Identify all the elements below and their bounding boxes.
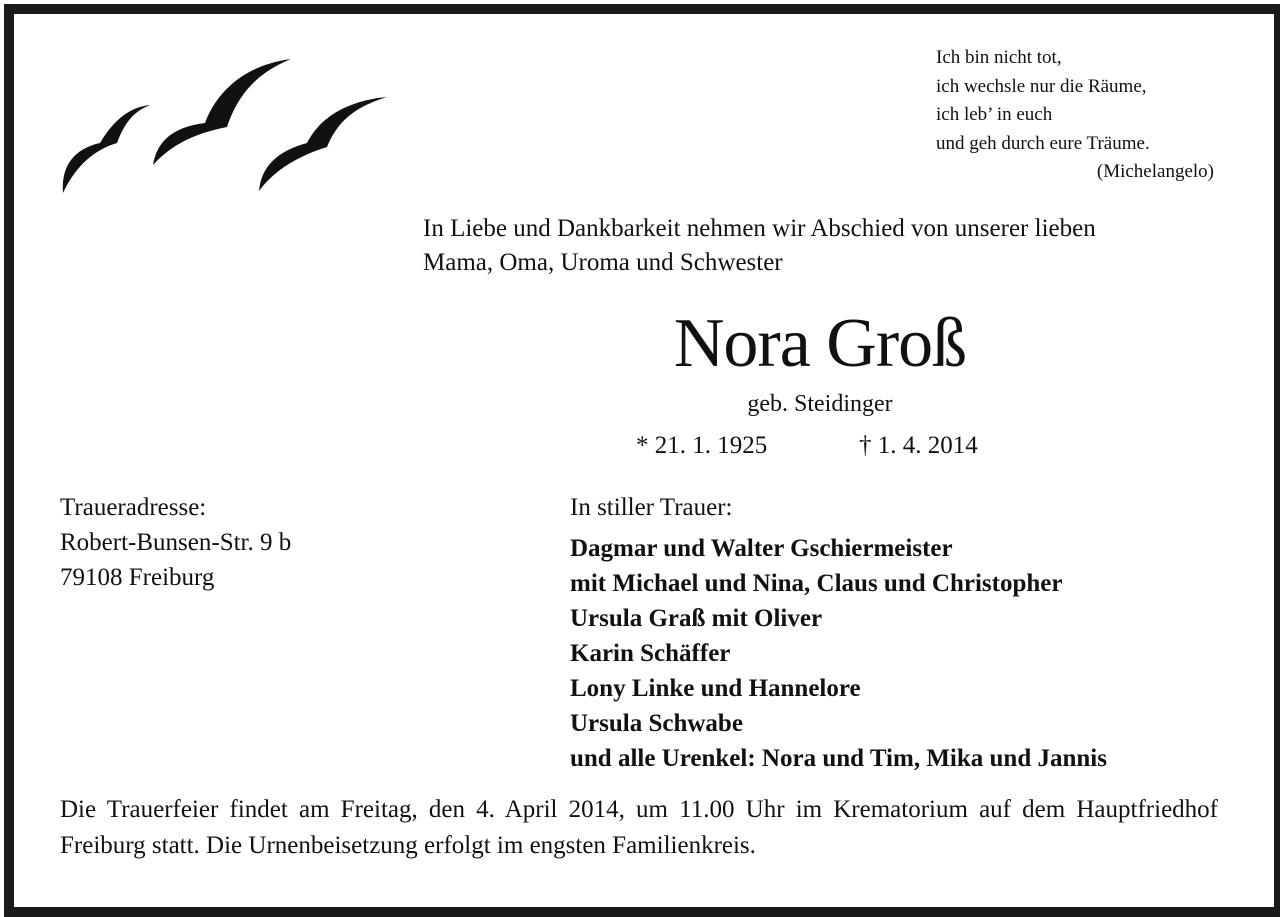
mourner-entry: Dagmar und Walter Gschiermeister xyxy=(570,535,953,562)
mourner-entry: Karin Schäffer xyxy=(570,640,731,667)
quote-line: und geh durch eure Träume. xyxy=(936,132,1150,154)
mourner-entry: Lony Linke und Hannelore xyxy=(570,675,861,702)
mourner-entry: Ursula Schwabe xyxy=(570,710,743,737)
quote-line: Ich bin nicht tot, xyxy=(936,47,1062,68)
mourner-entry: mit Michael und Nina, Claus und Christopher xyxy=(570,570,1063,597)
ceremony-details: Die Trauerfeier findet am Freitag, den 4. April 2014, um 11.00 Uhr im Krematorium auf dem Hauptfriedhof Freiburg statt. Die Urnenbeisetzung erfolgt im engsten Familienkreis. xyxy=(60,796,1218,859)
death-date: † 1. 4. 2014 xyxy=(859,432,978,459)
address-street: Robert-Bunsen-Str. 9 b xyxy=(60,529,292,556)
mourning-address xyxy=(60,490,460,595)
intro-line: In Liebe und Dankbarkeit nehmen wir Abschied von unserer lieben xyxy=(423,215,1096,242)
birth-date: * 21. 1. 1925 xyxy=(636,432,768,459)
deceased-name: Nora Groß xyxy=(673,305,967,382)
quote-line: ich leb’ in euch xyxy=(936,104,1053,125)
michelangelo-quote xyxy=(936,44,1226,187)
maiden-name: geb. Steidinger xyxy=(747,391,893,417)
mourners-heading: In stiller Trauer: xyxy=(570,494,733,521)
bird-icon xyxy=(63,105,150,193)
quote-author: (Michelangelo) xyxy=(1096,161,1214,182)
mourner-entry: Ursula Graß mit Oliver xyxy=(570,605,823,632)
quote-line: ich wechsle nur die Räume, xyxy=(936,75,1147,97)
mourner-entry: und alle Urenkel: Nora und Tim, Mika und Jannis xyxy=(570,745,1107,772)
farewell-intro xyxy=(423,212,1223,280)
address-label: Traueradresse: xyxy=(60,494,207,521)
bird-icon xyxy=(153,59,291,165)
mourners-list xyxy=(570,490,1240,776)
bird-icon xyxy=(259,97,387,191)
address-city: 79108 Freiburg xyxy=(60,564,215,591)
birds-illustration xyxy=(55,55,395,200)
intro-line: Mama, Oma, Uroma und Schwester xyxy=(423,249,783,276)
